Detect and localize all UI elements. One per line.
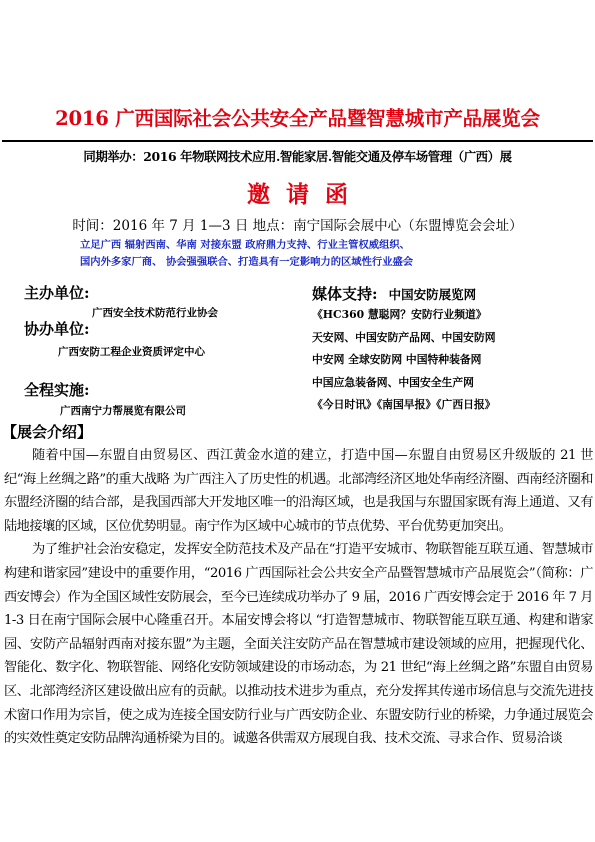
- intro-heading: 【展会介绍】: [2, 423, 93, 441]
- media-line-3: 中安网 全球安防网 中国特种装备网: [312, 353, 482, 366]
- organizer-label: 主办单位:: [24, 284, 90, 302]
- executor-name: 广西南宁力帮展览有限公司: [60, 405, 186, 417]
- intro-paragraph-2: 为了维护社会治安稳定，发挥安全防范技术及产品在“打造平安城市、物联智能互联互通、智慧城市构建和谐家园”建设中的重要作用，“2016 广西国际社会公共安全产品暨智慧城市产品展览会”（简称：广西安博会）作为全国区域性安防展会，至今已连续成功举办了 9 届，2016 广西安博会定于 2016 年 7 月 1-3 日在南宁国际会展中心隆重召开。本届安博会将以 “打造智慧城市、物联智能互联互通、构建和谐家园、安防产品辐射西南对接东盟”为主题，全面关注安防产品在智慧城市建设领域的应用，把握现代化、智能化、数字化、物联智能、网络化安防领域建设的市场动态，为 21 世纪“海上丝绸之路”东盟自由贸易区、北部湾经济区建设做出应有的贡献。以推动技术进步为重点，充分发挥其传递市场信息与交流先进技术窗口作用为宗旨，使之成为连接全国安防行业与广西安防企业、东盟安防行业的桥梁，力争通过展览会的实效性奠定安防品牌沟通桥梁为目的。诚邀各供需双方展现自我、技术交流、寻求合作、贸易洽谈: [4, 542, 593, 747]
- slogan-line-1: 立足广西 辐射西南、华南 对接东盟 政府鼎力支持、行业主管权威组织、: [80, 239, 410, 251]
- media-line-5: 《今日时讯》《南国早报》《广西日报》: [312, 398, 496, 411]
- slogan-line-2: 国内外多家厂商、 协会强强联合、打造具有一定影响力的区域性行业盛会: [80, 256, 414, 268]
- media-line-4: 中国应急装备网、中国安全生产网: [312, 376, 474, 389]
- media-line-2: 天安网、中国安防产品网、中国安防网: [312, 331, 496, 344]
- executor-label: 全程实施:: [24, 381, 90, 399]
- time-place-line: 时间：2016 年 7 月 1—3 日 地点：南宁国际会展中心（东盟博览会会址）: [72, 218, 523, 234]
- page-title: 2016 广西国际社会公共安全产品暨智慧城市产品展览会: [55, 107, 540, 130]
- invitation-heading: 邀请函: [247, 181, 364, 208]
- concurrent-events-subtitle: 同期举办：2016 年物联网技术应用.智能家居.智能交通及停车场管理（广西）展: [83, 149, 512, 164]
- intro-body: [4, 444, 593, 751]
- media-line-1: 《HC360 慧聪网？安防行业频道》: [312, 308, 487, 321]
- media-first: 中国安防展览网: [388, 287, 477, 302]
- co-organizer-name: 广西安防工程企业资质评定中心: [58, 346, 205, 358]
- co-organizer-label: 协办单位:: [24, 320, 90, 338]
- title-divider: [2, 140, 593, 142]
- media-support-header: [312, 283, 476, 304]
- intro-paragraph-1: 随着中国—东盟自由贸易区、西江黄金水道的建立，打造中国—东盟自由贸易区升级版的 21 世纪“海上丝绸之路”的重大战略 为广西注入了历史性的机遇。北部湾经济区地处华南经济圈、西南经济圈和东盟经济圈的结合部，是我国西部大开发地区唯一的沿海区域，也是我国与东盟国家既有海上通道、又有陆地接壤的区域，区位优势明显。南宁作为区域中心城市的节点优势、平台优势更加突出。: [4, 448, 593, 534]
- organizer-name: 广西安全技术防范行业协会: [92, 307, 218, 319]
- media-label: 媒体支持:: [312, 285, 378, 303]
